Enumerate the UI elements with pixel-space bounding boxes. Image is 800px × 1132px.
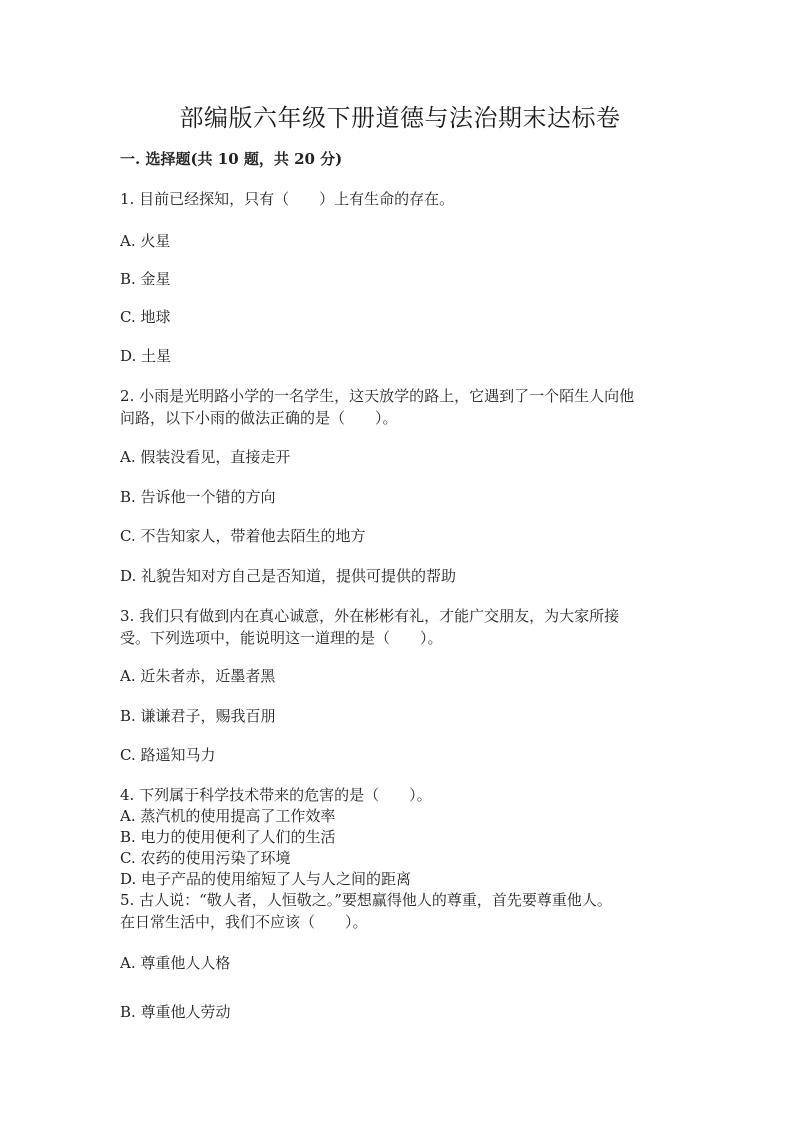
question-1-option-c: C. 地球 <box>120 308 171 326</box>
question-3-stem-line1: 3. 我们只有做到内在真心诚意，外在彬彬有礼，才能广交朋友，为大家所接 <box>120 607 620 625</box>
question-1-option-a: A. 火星 <box>120 232 171 250</box>
question-1-option-d: D. 土星 <box>120 347 172 365</box>
question-1-stem: 1. 目前已经探知，只有（ ）上有生命的存在。 <box>120 190 455 208</box>
section-heading: 一. 选择题(共 10 题，共 20 分) <box>120 150 343 168</box>
question-5-stem-line1: 5. 古人说：“敬人者，人恒敬之。”要想赢得他人的尊重，首先要尊重他人。 <box>120 891 612 909</box>
question-1-option-b: B. 金星 <box>120 270 171 288</box>
page-title: 部编版六年级下册道德与法治期末达标卷 <box>179 104 621 132</box>
question-3-option-a: A. 近朱者赤，近墨者黑 <box>120 667 276 685</box>
question-2-stem-line2: 问路，以下小雨的做法正确的是（ ）。 <box>120 409 398 427</box>
question-2-option-a: A. 假装没看见，直接走开 <box>120 448 291 466</box>
question-3-option-c: C. 路遥知马力 <box>120 746 216 764</box>
question-3-stem-line2: 受。下列选项中，能说明这一道理的是（ ）。 <box>120 629 443 647</box>
question-2-option-c: C. 不告知家人，带着他去陌生的地方 <box>120 527 366 545</box>
question-4-option-a: A. 蒸汽机的使用提高了工作效率 <box>120 807 336 825</box>
question-5-stem-line2: 在日常生活中，我们不应该（ ）。 <box>120 913 368 931</box>
question-2-option-d: D. 礼貌告知对方自己是否知道，提供可提供的帮助 <box>120 567 457 585</box>
question-2-stem-line1: 2. 小雨是光明路小学的一名学生，这天放学的路上，它遇到了一个陌生人向他 <box>120 387 635 405</box>
question-2-option-b: B. 告诉他一个错的方向 <box>120 488 276 506</box>
question-5-option-a: A. 尊重他人人格 <box>120 954 231 972</box>
question-4-option-d: D. 电子产品的使用缩短了人与人之间的距离 <box>120 870 412 888</box>
question-5-option-b: B. 尊重他人劳动 <box>120 1003 231 1021</box>
question-3-option-b: B. 谦谦君子，赐我百朋 <box>120 707 276 725</box>
question-4-stem: 4. 下列属于科学技术带来的危害的是（ ）。 <box>120 786 432 804</box>
question-4-option-b: B. 电力的使用便利了人们的生活 <box>120 828 336 846</box>
question-4-option-c: C. 农药的使用污染了环境 <box>120 849 291 867</box>
